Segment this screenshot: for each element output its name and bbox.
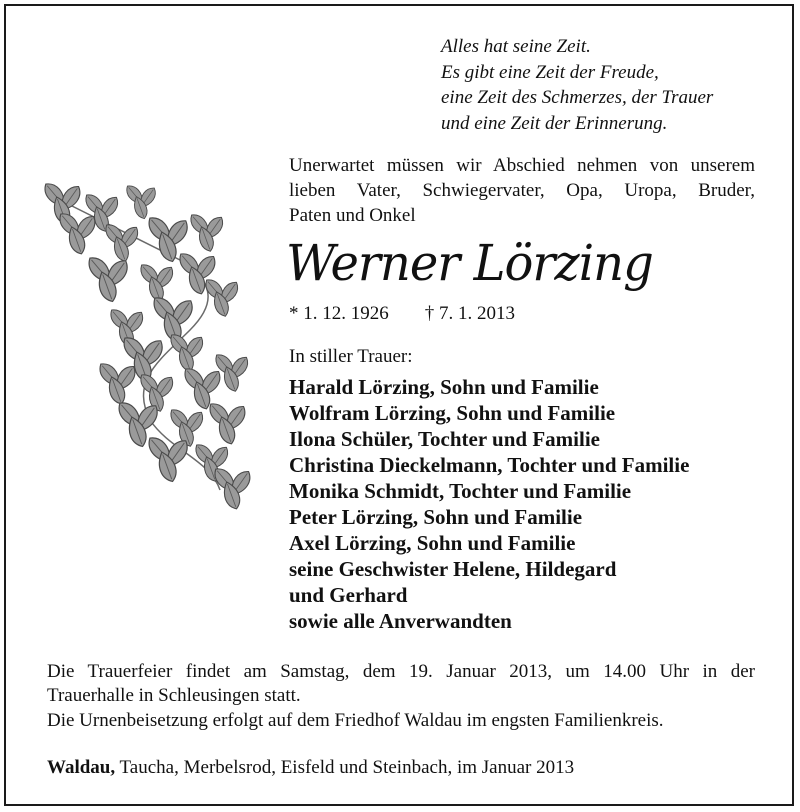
funeral-line: Die Trauerfeier findet am Samstag, dem 19. Januar 2013, um 14.00 Uhr in der <box>47 661 755 682</box>
funeral-info <box>47 660 755 708</box>
intro-line: lieben Vater, Schwiegervater, Opa, Uropa, Bruder, <box>289 180 755 201</box>
mourners-list <box>289 374 689 634</box>
deceased-name: Werner Lörzing <box>286 234 653 292</box>
intro-text <box>289 153 755 228</box>
mourner-entry: Axel Lörzing, Sohn und Familie <box>289 531 576 555</box>
birth-date: * 1. 12. 1926 <box>289 303 389 324</box>
mourner-entry: und Gerhard <box>289 583 408 607</box>
mourner-entry: sowie alle Anverwandten <box>289 609 512 633</box>
mourner-entry: Monika Schmidt, Tochter und Familie <box>289 479 632 503</box>
places-and-date <box>47 757 574 779</box>
urn-burial-info: Die Urnenbeisetzung erfolgt auf dem Friedhof Waldau im engsten Familienkreis. <box>47 710 664 731</box>
ivy-leaves-icon <box>40 180 270 510</box>
poem-line: eine Zeit des Schmerzes, der Trauer <box>441 87 714 108</box>
mourner-entry: Harald Lörzing, Sohn und Familie <box>289 375 599 399</box>
places-rest: Taucha, Merbelsrod, Eisfeld und Steinbach, im Januar 2013 <box>115 757 575 778</box>
place-primary: Waldau, <box>47 757 116 778</box>
poem-line: Alles hat seine Zeit. <box>441 36 591 57</box>
mourner-entry: Wolfram Lörzing, Sohn und Familie <box>289 401 616 425</box>
mourner-entry: seine Geschwister Helene, Hildegard <box>289 557 617 581</box>
life-dates <box>289 303 515 325</box>
mourner-entry: Peter Lörzing, Sohn und Familie <box>289 505 583 529</box>
intro-line: Paten und Onkel <box>289 205 416 226</box>
poem-line: Es gibt eine Zeit der Freude, <box>441 61 659 83</box>
funeral-line: Trauerhalle in Schleusingen statt. <box>47 685 301 706</box>
poem <box>441 34 713 136</box>
death-date: † 7. 1. 2013 <box>424 303 515 324</box>
intro-line: Unerwartet müssen wir Abschied nehmen von unserem <box>289 155 755 176</box>
mourner-entry: Christina Dieckelmann, Tochter und Familie <box>289 453 690 477</box>
poem-line: und eine Zeit der Erinnerung. <box>441 112 668 134</box>
mourner-entry: Ilona Schüler, Tochter und Familie <box>289 427 600 451</box>
mourning-label: In stiller Trauer: <box>289 346 413 367</box>
